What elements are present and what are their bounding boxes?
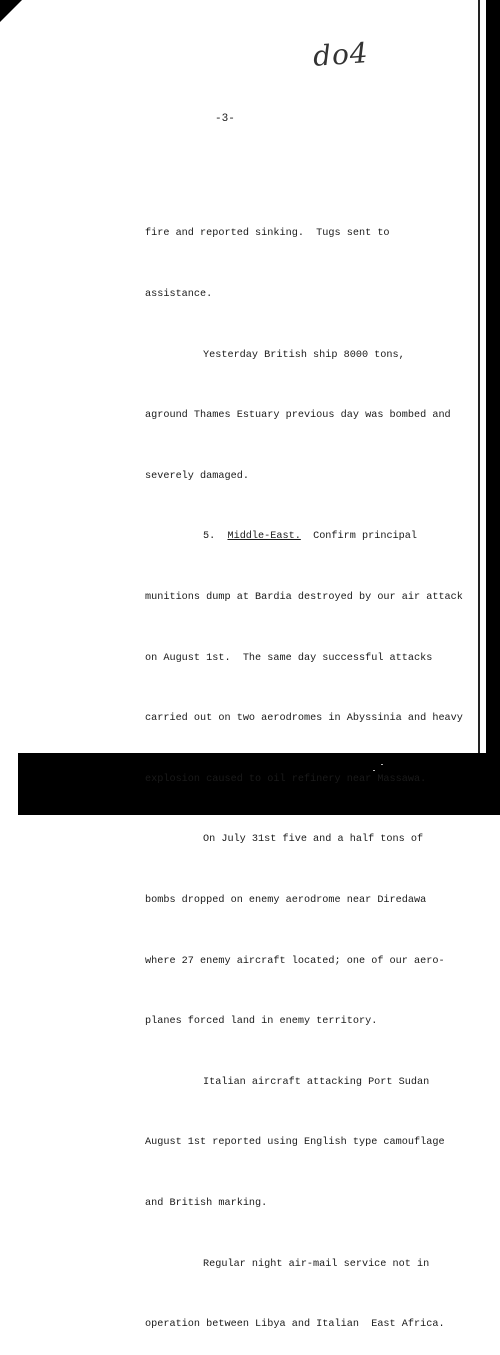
text-line: and British marking. bbox=[145, 1197, 268, 1209]
scan-speck bbox=[381, 764, 383, 765]
text-line: where 27 enemy aircraft located; one of our aero- bbox=[145, 955, 445, 967]
section-lead-text: Confirm principal bbox=[313, 531, 418, 543]
scan-speck bbox=[373, 770, 375, 771]
text-line: planes forced land in enemy territory. bbox=[145, 1016, 378, 1028]
document-body bbox=[145, 184, 463, 1355]
section-heading-line bbox=[145, 527, 455, 547]
scan-corner-mark bbox=[0, 0, 22, 22]
text-line: fire and reported sinking. Tugs sent to bbox=[145, 228, 390, 240]
handwritten-annotation: do4 bbox=[311, 36, 370, 73]
text-line: August 1st reported using English type camouflage bbox=[145, 1137, 445, 1149]
text-line: Italian aircraft attacking Port Sudan bbox=[203, 1076, 430, 1088]
section-title: Middle-East. bbox=[227, 531, 301, 543]
text-line: bombs dropped on enemy aerodrome near Diredawa bbox=[145, 894, 427, 906]
text-line: explosion caused to oil refinery near Massawa. bbox=[145, 773, 427, 785]
scan-right-edge-line bbox=[478, 0, 480, 775]
text-line: carried out on two aerodromes in Abyssinia and heavy bbox=[145, 713, 463, 725]
text-line: On July 31st five and a half tons of bbox=[203, 834, 424, 846]
text-line: Regular night air-mail service not in bbox=[203, 1258, 430, 1270]
text-line: assistance. bbox=[145, 289, 213, 300]
text-line: on August 1st. The same day successful attacks bbox=[145, 652, 433, 664]
text-line: munitions dump at Bardia destroyed by our air attack bbox=[145, 591, 463, 603]
scan-right-edge bbox=[486, 0, 500, 815]
text-line: aground Thames Estuary previous day was bombed and bbox=[145, 410, 451, 422]
section-number: 5. bbox=[203, 531, 216, 543]
page-number: -3- bbox=[215, 113, 235, 125]
text-line: severely damaged. bbox=[145, 470, 249, 482]
text-line: operation between Libya and Italian East Africa. bbox=[145, 1319, 445, 1331]
text-line: Yesterday British ship 8000 tons, bbox=[203, 349, 405, 361]
